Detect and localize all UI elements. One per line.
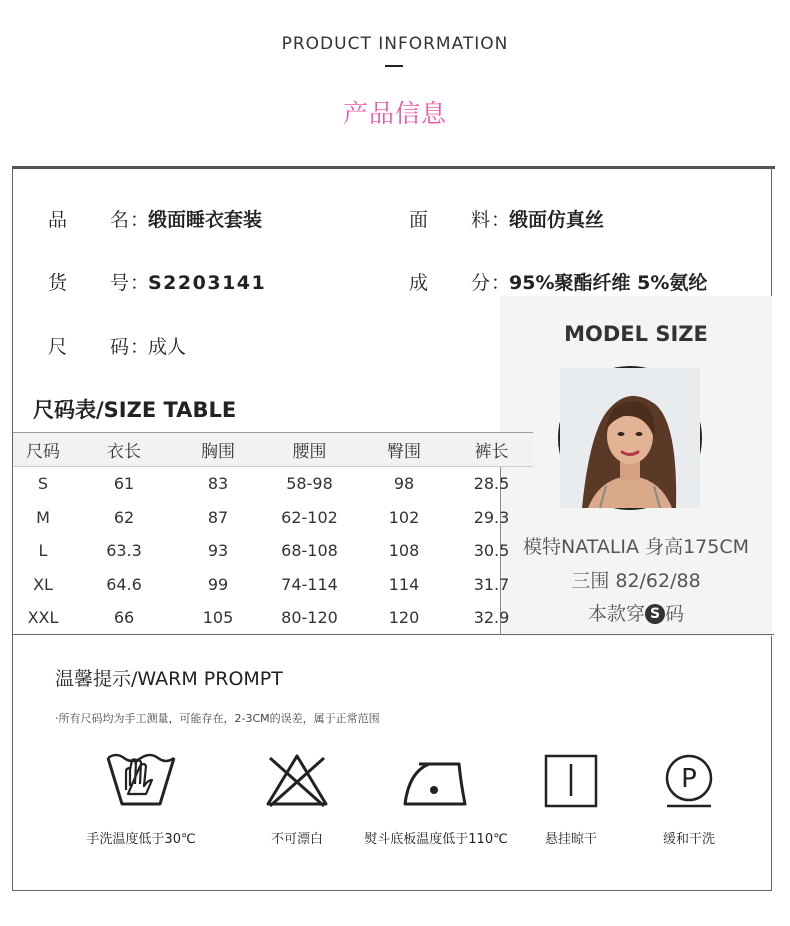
title-divider <box>385 65 403 67</box>
table-cell: 61 <box>113 474 135 494</box>
warm-prompt-note: ·所有尺码均为手工测量，可能存在，2-3CM的误差，属于正常范围 <box>55 712 380 725</box>
size-table-header: 裤长 <box>450 433 533 467</box>
size-badge: S <box>645 604 665 624</box>
table-cell: 114 <box>388 574 420 594</box>
size-cell: XL <box>33 574 53 594</box>
info-label: 分 <box>471 272 491 294</box>
table-cell: 30.5 <box>473 541 510 561</box>
table-cell: 68-108 <box>281 541 338 561</box>
table-cell: 105 <box>202 608 234 628</box>
table-cell: 64.6 <box>106 574 142 594</box>
size-table-header: 衣长 <box>73 433 175 467</box>
size-table <box>13 432 510 635</box>
info-label: 成 <box>409 272 429 294</box>
care-label: 熨斗底板温度低于110℃ <box>364 832 508 847</box>
model-size-worn-prefix: 本款穿 <box>587 603 645 625</box>
info-label: 尺 <box>48 336 68 358</box>
hand-wash-icon <box>104 750 178 810</box>
table-row <box>13 568 533 602</box>
model-height: 模特NATALIA 身高175CM <box>522 536 749 558</box>
info-label: 料 <box>471 209 491 231</box>
care-label: 缓和干洗 <box>662 832 715 847</box>
warm-prompt-title: 温馨提示/WARM PROMPT <box>55 668 283 690</box>
model-measurements: 三围 82/62/88 <box>571 570 701 592</box>
info-label: 码 <box>110 336 130 358</box>
dry-clean-symbol: P <box>681 764 697 794</box>
gentle-dry-clean-icon <box>659 750 719 810</box>
info-value: 缎面睡衣套装 <box>148 209 263 231</box>
info-product-name: 品 名：缎面睡衣套装 <box>48 205 262 232</box>
info-material: 面 料：缎面仿真丝 <box>409 205 604 232</box>
hang-dry-icon <box>541 750 601 810</box>
table-cell: 87 <box>207 507 229 527</box>
table-cell: 31.7 <box>473 574 510 594</box>
model-portrait-icon <box>560 368 700 508</box>
size-table-header: 臀围 <box>358 433 450 467</box>
size-table-header: 腰围 <box>261 433 358 467</box>
table-cell: 99 <box>207 574 229 594</box>
size-table-header: 胸围 <box>175 433 261 467</box>
no-bleach-icon <box>262 750 332 810</box>
table-row <box>13 601 533 635</box>
model-size-worn <box>500 599 772 626</box>
info-label: 货 <box>48 272 68 294</box>
info-value: S2203141 <box>148 272 267 294</box>
care-label: 手洗温度低于30℃ <box>86 832 196 847</box>
table-cell: 66 <box>113 608 135 628</box>
info-composition: 成 分：95%聚酯纤维 5%氨纶 <box>409 268 707 295</box>
info-label: 面 <box>409 209 429 231</box>
table-cell: 120 <box>388 608 420 628</box>
info-item-number: 货 号：S2203141 <box>48 268 266 295</box>
table-row <box>13 467 533 501</box>
table-cell: 74-114 <box>281 574 338 594</box>
iron-icon <box>399 750 473 810</box>
table-cell: 108 <box>388 541 420 561</box>
table-cell: 102 <box>388 507 420 527</box>
table-cell: 83 <box>207 474 229 494</box>
table-cell: 62 <box>113 507 135 527</box>
care-item-no-bleach <box>222 750 372 847</box>
table-cell: 93 <box>207 541 229 561</box>
model-size-title: MODEL SIZE <box>564 322 708 346</box>
table-cell: 80-120 <box>281 608 338 628</box>
care-item-hand-wash <box>66 750 216 847</box>
size-cell: XXL <box>27 608 59 628</box>
table-row <box>13 501 533 535</box>
table-cell: 28.5 <box>473 474 510 494</box>
size-cell: M <box>36 507 50 527</box>
size-table-header: 尺码 <box>13 433 73 467</box>
model-size-worn-suffix: 码 <box>665 603 685 625</box>
table-cell: 29.3 <box>473 507 510 527</box>
table-cell: 32.9 <box>473 608 510 628</box>
info-value: 缎面仿真丝 <box>509 209 605 231</box>
model-avatar <box>558 366 702 510</box>
title-cn: 产品信息 <box>342 99 447 128</box>
info-size: 尺 码：成人 <box>48 332 186 359</box>
info-label: 号 <box>110 272 130 294</box>
size-table-title: 尺码表/SIZE TABLE <box>33 398 237 422</box>
table-cell: 62-102 <box>281 507 338 527</box>
care-item-dry-clean <box>614 750 764 847</box>
table-row <box>13 534 533 568</box>
size-cell: S <box>37 474 49 494</box>
size-cell: L <box>38 541 48 561</box>
info-label: 名 <box>110 209 130 231</box>
care-item-iron <box>361 750 511 847</box>
care-label: 不可漂白 <box>270 832 323 847</box>
info-value: 95%聚酯纤维 5%氨纶 <box>509 272 708 294</box>
info-label: 品 <box>48 209 68 231</box>
table-cell: 63.3 <box>106 541 142 561</box>
table-cell: 98 <box>393 474 415 494</box>
table-cell: 58-98 <box>286 474 333 494</box>
care-label: 悬挂晾干 <box>544 832 597 847</box>
size-table-header-row <box>13 433 533 467</box>
title-en: PRODUCT INFORMATION <box>281 34 509 54</box>
info-value: 成人 <box>148 336 187 358</box>
